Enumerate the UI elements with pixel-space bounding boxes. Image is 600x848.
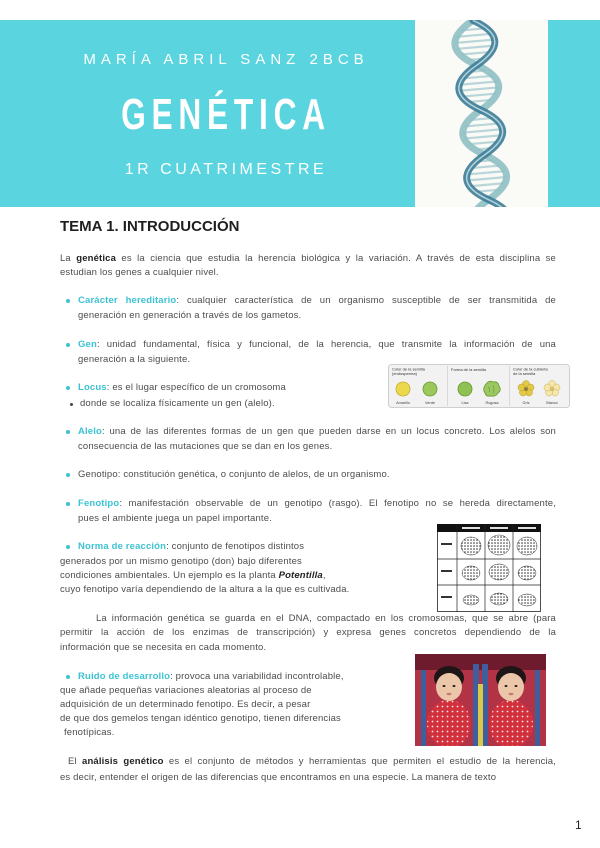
definition-text: : manifestación observable de un genotipo (rasgo). El fenotipo no se hereda directamente, [119,498,556,509]
seed-label: Verde [425,401,435,405]
helix-rung [455,40,495,43]
definition-locus-line-1 [78,381,286,395]
baby-face [436,673,462,701]
ruido-line-3: adquisición de un determinado fenotipo. Es decir, a pesar [60,699,311,710]
document-subtitle: 1R CUATRIMESTRE [124,161,328,178]
seed-panel-title: Forma de la semilla [451,367,486,372]
document-title: GENÉTICA [121,90,331,139]
definition-fenotipo-line-2: pues el ambiente juega un papel importante. [78,513,272,524]
intro-text: es la ciencia que estudia la herencia biológica y la variación. A través de esta disciplina se [116,253,556,264]
definition-term: Norma de reacción [78,541,167,552]
intro-lead: La [60,253,77,264]
analisis-term: análisis genético [82,756,164,767]
seed-panel-title: Color de la semilla [392,366,425,372]
definition-text: : cualquier característica de un organismo susceptible de ser transmitida de [176,295,556,306]
definition-gen-line-2: generación a la siguiente. [78,354,191,365]
definition-alelo-line-1 [78,425,556,439]
seed-panel-title: Color de la cubierta [513,366,548,372]
definition-term: Alelo [78,426,102,437]
definition-term: Gen [78,339,97,350]
bullet-dot-icon [66,386,70,390]
baby-face [498,673,524,701]
dna-paragraph-line-1: La información genética se guarda en el DNA, compactado en los cromosomas, que se abre (para [96,613,556,624]
plant-sketches [461,535,537,606]
bullet-dot-icon [66,299,70,303]
analisis-line-2: es decir, entender el origen de las diferencias que encontramos en una especie. La manera de texto [60,772,497,783]
definition-text: : una de las diferentes formas de un gen que pueden darse en un locus concreto. Los alelos son [101,426,556,437]
species-name: Potentilla [278,570,323,581]
ruido-line-1 [78,670,344,684]
definition-norma-line-3 [60,569,326,583]
intro-line-2: estudian los genes a cualquier nivel. [60,267,219,278]
definition-fenotipo-line-1 [78,497,556,511]
seed-label: Amarillo [396,401,410,405]
bullet-dot-icon [66,502,70,506]
definition-text: : conjunto de fenotipos distintos [166,541,305,552]
seed-panel-title: de la semilla [513,371,536,376]
pea-seed-traits-image [388,364,570,408]
seed-label: Gris [522,401,530,405]
yellow-seed [396,382,410,396]
dna-paragraph-line-2: permitir la acción de los enzimas de transcripción) y expresa genes concretos dependiendo de la [60,627,556,638]
section-title: TEMA 1. INTRODUCCIÓN [60,218,240,235]
definition-locus-line-2: donde se localiza físicamente un gen (alelo). [80,398,275,409]
wrinkled-seed [484,381,501,396]
baby-mouth [447,693,452,695]
seed-panel-title: (endosperma) [392,371,417,376]
definition-text: : unidad fundamental, física y funcional, de la herencia, que transmite la información de una [96,339,556,350]
definition-norma-line-4: cuyo fenotipo varía dependiendo de la altura a la que es cultivada. [60,584,350,595]
table-header-marks [462,527,536,529]
center-strap [478,684,483,746]
seed-label: Rugosa [485,401,499,405]
definition-norma-line-1 [78,540,304,554]
definition-genotipo: Genotipo: constitución genética, o conjunto de alelos, de un organismo. [78,469,390,480]
round-seed [458,382,472,396]
definition-caracter-line-2: generación en generación a través de los gametos. [78,310,302,321]
ruido-line-4: de que dos gemelos tengan idéntico genotipo, tienen diferencias [60,713,341,724]
analisis-lead: El [68,756,83,767]
definition-text: , [322,570,326,581]
author-name: MARÍA ABRIL SANZ 2BCB [83,51,369,68]
helix-rung [459,87,499,90]
dna-paragraph-line-3: información que se necesita en cada momento. [60,642,267,653]
intro-line-1 [60,252,556,266]
baby-body [489,700,533,746]
helix-rung [467,171,505,174]
photo-top-shadow [415,654,546,670]
definition-term: Carácter hereditario [78,295,177,306]
green-seed [423,382,437,396]
seed-label: Blanco [546,401,558,405]
intro-term: genética [76,253,117,264]
bullet-dot-icon [66,430,70,434]
ruido-line-2: que añade pequeñas variaciones aleatorias al proceso de [60,685,312,696]
helix-rung [464,135,502,138]
analisis-text: es el conjunto de métodos y herramientas que permiten el estudio de la herencia, [163,756,556,767]
definition-caracter-line-1 [78,294,556,308]
twins-photo-image [415,654,546,746]
helix-rung [463,129,503,132]
definition-text: : es el lugar específico de un cromosoma [106,382,286,393]
seed-label: Lisa [461,401,469,405]
bullet-dot-icon [70,403,73,406]
page-number: 1 [575,818,582,832]
bullet-dot-icon [66,343,70,347]
baby-body [427,700,471,746]
definition-alelo-line-2: consecuencia de las mutaciones que se dan en los genes. [78,441,333,452]
definition-text: condiciones ambientales. Un ejemplo es la planta [60,570,279,581]
definition-term: Fenotipo [78,498,120,509]
definition-gen-line-1 [78,338,556,352]
dna-helix-image [415,20,548,207]
definition-term: Locus [78,382,107,393]
analisis-line-1 [68,755,556,769]
header-image-frame [415,20,548,207]
bullet-dot-icon [66,675,70,679]
helix-rung [459,81,497,84]
definition-term: Ruido de desarrollo [78,671,171,682]
definition-norma-line-2: generados por un mismo genotipo (don) bajo diferentes [60,556,302,567]
helix-rung [467,177,507,180]
baby-mouth [509,693,514,695]
ruido-line-5: fenotípicas. [64,727,115,738]
reaction-norm-table-image [437,524,541,612]
definition-text: : provoca una variabilidad incontrolable, [170,671,344,682]
helix-rung [456,46,494,49]
bullet-dot-icon [66,545,70,549]
bullet-dot-icon [66,473,70,477]
